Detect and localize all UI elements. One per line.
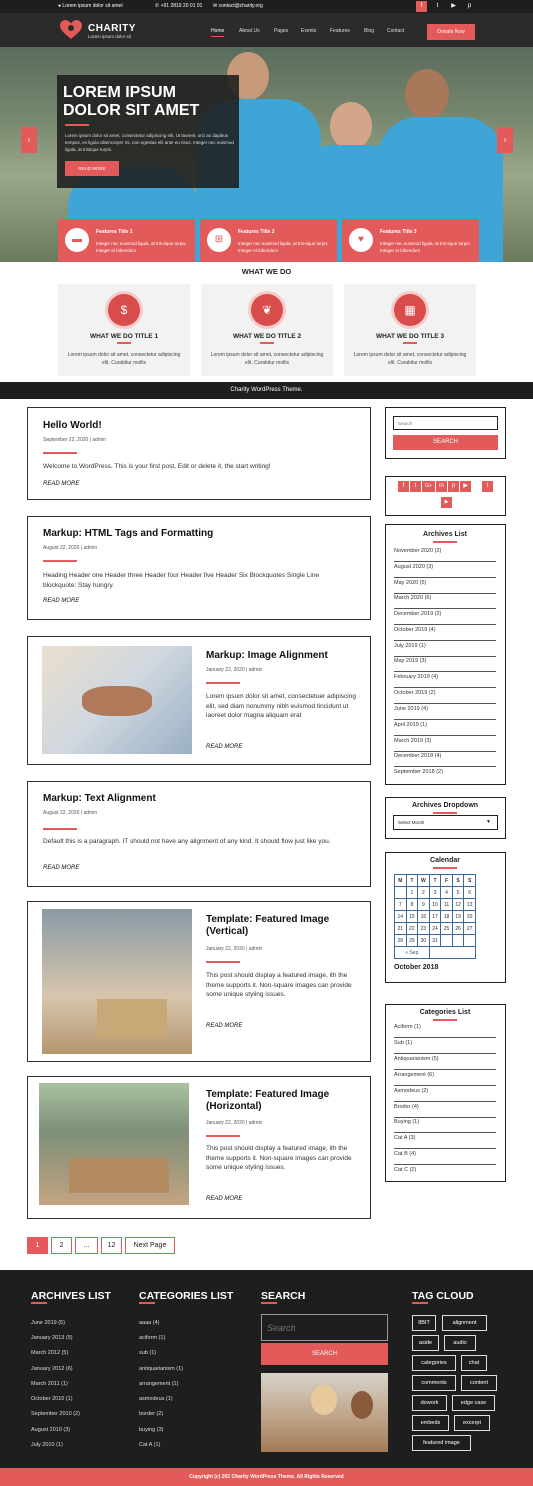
social-icons (398, 481, 494, 511)
caret-down-icon: ▼ (486, 819, 491, 825)
sidebar-search-button[interactable]: SEARCH (393, 435, 498, 450)
post-divider (43, 452, 77, 454)
category-item[interactable]: Broder (4) (394, 1102, 496, 1118)
calendar-icon: ▦ (394, 294, 426, 326)
feature-title: Features Title 3 (380, 229, 417, 235)
category-item[interactable]: Cat A (3) (394, 1133, 496, 1149)
category-item[interactable]: Buying (1) (394, 1117, 496, 1133)
feature-title: Features Title 2 (238, 229, 275, 235)
archive-item[interactable]: May 2019 (3) (394, 656, 496, 672)
footer-search-button[interactable]: SEARCH (261, 1343, 388, 1365)
archives-month-select[interactable] (393, 815, 498, 830)
post-divider (43, 560, 77, 562)
calendar-day: 25 (441, 923, 453, 935)
calendar-day: 1 (406, 887, 418, 899)
calendar-day: 13 (464, 899, 476, 911)
footer-category-item[interactable]: antiquarianism (1) (139, 1366, 184, 1372)
sidebar-search-input[interactable] (393, 416, 498, 430)
archive-item[interactable]: October 2019 (4) (394, 625, 496, 641)
weekday-header: S (464, 875, 476, 887)
widget-divider (433, 867, 457, 869)
calendar-table (394, 874, 476, 959)
calendar-day: 11 (441, 899, 453, 911)
post-meta: January 22, 2020 | admin (206, 1120, 263, 1126)
widget-title: Archives List (423, 531, 467, 538)
footer-archive-item[interactable]: October 2010 (1) (31, 1396, 73, 1402)
archive-item[interactable]: March 2019 (3) (394, 736, 496, 752)
footer-archive-item[interactable]: June 2019 (5) (31, 1320, 65, 1326)
theme-band: Charity WordPress Theme. (0, 382, 533, 399)
calendar-day: 9 (418, 899, 430, 911)
footer-search-title: SEARCH (261, 1290, 306, 1302)
post-card (27, 407, 371, 500)
hero-text: Lorem ipsum dolor sit amet, consectetur adipiscing elit. Ut laoreet, orci ac dapibus tempus, ex ligula ullamcorper mi, non egestas elit ante eu risus. Integer nec euismod ligula, at tristique turpis. (65, 133, 234, 152)
tag-link[interactable]: comments (412, 1375, 456, 1391)
footer-archive-item[interactable]: March 2011 (1) (31, 1381, 68, 1387)
tag-link[interactable]: chat (461, 1355, 487, 1371)
calendar-day: 2 (418, 887, 430, 899)
donate-button[interactable]: Donate Now (427, 24, 475, 40)
pinterest-icon[interactable]: p (467, 3, 472, 9)
calendar-day: 20 (464, 911, 476, 923)
widget-title: Categories List (419, 1009, 471, 1016)
page-12-button[interactable]: 12 (101, 1237, 122, 1254)
calendar-day: 26 (452, 923, 464, 935)
post-card (27, 781, 371, 887)
hero-read-more-button[interactable]: READ MORE (65, 161, 119, 176)
tag-link[interactable]: 8BIT (412, 1315, 436, 1331)
feature-text: Integer nec euismod ligula, at tris-tique turpis. Integer et bibendum (380, 241, 471, 253)
section-title: WHAT WE DO (241, 267, 292, 276)
calendar-prev-link[interactable]: « Sep (395, 947, 430, 959)
calendar-day: 14 (395, 911, 407, 923)
next-page-button[interactable]: Next Page (125, 1237, 175, 1254)
service-title: WHAT WE DO TITLE 1 (89, 333, 159, 340)
service-card-3[interactable] (344, 284, 476, 376)
footer-category-item[interactable]: aciform (1) (139, 1335, 166, 1341)
archive-item[interactable]: May 2020 (5) (394, 578, 496, 594)
calendar-day (395, 887, 407, 899)
footer-archive-item[interactable]: January 2013 (5) (31, 1335, 73, 1341)
post-divider (206, 1135, 240, 1137)
post-title[interactable]: Markup: Image Alignment (206, 650, 328, 661)
person-head (330, 102, 372, 150)
read-more-link[interactable]: READ MORE (206, 1023, 243, 1029)
weekday-header: S (452, 875, 464, 887)
divider (117, 342, 131, 344)
category-item[interactable]: Arrangement (6) (394, 1070, 496, 1086)
calendar-day: 6 (464, 887, 476, 899)
google-plus-icon[interactable]: G+ (422, 481, 435, 492)
service-text: Lorem ipsum dolor sit amet, consectetur adipiscing elit. Curabitur mollis (210, 352, 324, 366)
footer-category-item[interactable]: Cat A (1) (139, 1442, 161, 1448)
archive-item[interactable]: October 2019 (2) (394, 688, 496, 704)
post-divider (206, 682, 240, 684)
category-item[interactable]: Sub (1) (394, 1038, 496, 1054)
post-excerpt: Welcome to WordPress. This is your first post, Edit or delete it, the start writing! (43, 463, 271, 470)
calendar-day: 10 (429, 899, 441, 911)
brand-tagline: Lorem ipsum dolor sit (88, 34, 132, 39)
calendar-empty (429, 947, 475, 959)
widget-title: Calendar (430, 857, 460, 864)
calendar-day: 5 (452, 887, 464, 899)
archive-item[interactable]: September 2018 (2) (394, 769, 443, 775)
copyright-bar: Copyright (c) 202 Charity WordPress Theme. All Rights Reserved (0, 1468, 533, 1486)
archive-item[interactable]: August 2020 (3) (394, 562, 496, 578)
post-meta: January 22, 2020 | admin (206, 946, 263, 952)
footer-archive-item[interactable]: July 2010 (1) (31, 1442, 63, 1448)
person-head (405, 69, 449, 119)
feature-title: Features Title 1 (96, 229, 133, 235)
weekday-header: W (418, 875, 430, 887)
feature-card-3[interactable] (342, 219, 479, 262)
weekday-header: T (406, 875, 418, 887)
post-thumbnail[interactable] (39, 1083, 189, 1205)
hero-divider (65, 124, 89, 126)
nav-pages[interactable]: Pages (274, 28, 289, 34)
post-excerpt: This post should display a featured image, ith the theme supports it. Non-square images can provide some unique styling issues. (206, 972, 352, 998)
hand-heart-icon: $ (108, 294, 140, 326)
service-card-1[interactable] (58, 284, 190, 376)
tag-link[interactable]: alignment (442, 1315, 487, 1331)
widget-divider (433, 1019, 457, 1021)
wallet-icon: ▬ (65, 228, 89, 252)
nav-about[interactable]: About Us (239, 28, 260, 34)
archive-item[interactable]: November 2020 (2) (394, 546, 496, 562)
footer-archives-title: ARCHIVES LIST (31, 1290, 111, 1302)
weekday-header: M (395, 875, 407, 887)
calendar-day: 19 (452, 911, 464, 923)
divider (260, 342, 274, 344)
calendar-day (441, 935, 453, 947)
read-more-link[interactable]: READ MORE (43, 598, 80, 604)
post-thumbnail[interactable] (42, 646, 192, 754)
youtube-icon[interactable]: ▶ (460, 481, 471, 492)
post-divider (206, 961, 240, 963)
category-item[interactable]: Aciform (1) (394, 1022, 496, 1038)
page-ellipsis: ... (75, 1237, 98, 1254)
top-bar (0, 0, 533, 13)
footer-tags-title: TAG CLOUD (412, 1290, 474, 1302)
footer-category-item[interactable]: sub (1) (139, 1350, 157, 1356)
calendar-day: 18 (441, 911, 453, 923)
footer-archive-item[interactable]: March 2012 (5) (31, 1350, 69, 1356)
nav-events[interactable]: Events (301, 28, 317, 34)
nav-contact[interactable]: Contact (387, 28, 405, 34)
tumblr-icon[interactable]: t (482, 481, 493, 492)
footer-image (261, 1373, 388, 1452)
read-more-link[interactable]: READ MORE (43, 865, 80, 871)
archive-item[interactable]: February 2019 (4) (394, 672, 496, 688)
calendar-day: 30 (418, 935, 430, 947)
phone-text: ✆ +91 2819 20 01 91 (155, 3, 203, 9)
calendar-day: 31 (429, 935, 441, 947)
calendar-day: 28 (395, 935, 407, 947)
twitter-icon[interactable]: t (410, 481, 421, 492)
hero-title: LOREM IPSUM DOLOR SIT AMET (63, 84, 200, 119)
nav-blog[interactable]: Blog (364, 28, 375, 34)
calendar-day: 4 (441, 887, 453, 899)
post-card (27, 516, 371, 620)
post-meta: January 22, 2020 | admin (206, 667, 263, 673)
archive-item[interactable]: March 2020 (6) (394, 593, 496, 609)
gift-icon: ⊞ (207, 228, 231, 252)
nav-home[interactable]: Home (211, 28, 224, 37)
calendar-day: 22 (406, 923, 418, 935)
heart-logo-icon[interactable] (60, 20, 82, 40)
archive-item[interactable]: December 2018 (4) (394, 751, 496, 767)
tag-link[interactable]: featured image (412, 1435, 471, 1451)
footer-category-item[interactable]: border (2) (139, 1411, 164, 1417)
page-2-button[interactable]: 2 (51, 1237, 72, 1254)
linkedin-icon[interactable]: in (436, 481, 447, 492)
post-card (27, 901, 371, 1062)
pinterest-icon[interactable]: p (448, 481, 459, 492)
calendar-day (464, 935, 476, 947)
post-excerpt: Heading Header one Header three Header four Header five Header Six Blockquotes Single Line blockquote: Stay hungry. (43, 572, 320, 589)
post-divider (43, 828, 77, 830)
page-1-button[interactable]: 1 (27, 1237, 48, 1254)
feature-text: Integer nec euismod ligula, at tris-tique turpis. Integer et bibendum (96, 241, 187, 253)
service-text: Lorem ipsum dolor sit amet, consectetur adipiscing elit. Curabitur mollis (353, 352, 467, 366)
twitter-icon[interactable]: t (436, 3, 439, 9)
calendar-day (452, 935, 464, 947)
tag-link[interactable]: content (461, 1375, 497, 1391)
calendar-day: 23 (418, 923, 430, 935)
footer-divider (31, 1302, 47, 1304)
post-title[interactable]: Hello World! (43, 420, 102, 431)
post-meta: August 22, 2020 | admin (43, 545, 98, 551)
post-title[interactable]: Template: Featured Image (Vertical) (206, 914, 330, 937)
post-title[interactable]: Template: Featured Image (Horizontal) (206, 1089, 330, 1112)
email-link[interactable]: ✉ contact@charity.org (213, 3, 263, 9)
footer-divider (412, 1302, 428, 1304)
calendar-day: 3 (429, 887, 441, 899)
archive-item[interactable]: April 2019 (1) (394, 720, 496, 736)
heartbeat-icon: ♥ (349, 228, 373, 252)
category-item[interactable]: Cat C (2) (394, 1167, 417, 1173)
post-meta: September 22, 2020 | admin (43, 437, 107, 443)
calendar-caption: October 2018 (394, 964, 439, 971)
select-value: Select Month (398, 820, 425, 825)
tag-link[interactable]: excerpt (454, 1415, 490, 1431)
divider (403, 342, 417, 344)
widget-divider (433, 541, 457, 543)
archive-item[interactable]: June 2019 (4) (394, 704, 496, 720)
footer-archive-item[interactable]: January 2012 (6) (31, 1366, 73, 1372)
post-meta: August 22, 2020 | admin (43, 810, 98, 816)
footer-archive-item[interactable]: September 2010 (2) (31, 1411, 80, 1417)
post-thumbnail[interactable] (42, 909, 192, 1054)
footer-divider (261, 1302, 277, 1304)
footer-categories-title: CATEGORIES LIST (139, 1290, 234, 1302)
post-excerpt: This post should display a featured image, ith the theme supports it. Non-square images can provide some unique styling issues. (206, 1145, 352, 1171)
tag-link[interactable]: embeds (412, 1415, 449, 1431)
read-more-link[interactable]: READ MORE (206, 744, 243, 750)
youtube-icon[interactable]: ▶ (451, 3, 456, 9)
feature-text: Integer nec euismod ligula, at tris-tique turpis. Integer et bibendum (238, 241, 329, 253)
footer-divider (139, 1302, 155, 1304)
weekday-header: T (429, 875, 441, 887)
nav-features[interactable]: Features (330, 28, 350, 34)
read-more-link[interactable]: READ MORE (43, 481, 80, 487)
calendar-day: 12 (452, 899, 464, 911)
tag-link[interactable]: dowork (412, 1395, 447, 1411)
feature-card-2[interactable] (200, 219, 337, 262)
widget-title: Archives Dropdown (411, 802, 479, 809)
facebook-icon[interactable]: f (398, 481, 409, 492)
footer-category-item[interactable]: arrangement (1) (139, 1381, 179, 1387)
post-card (27, 636, 371, 765)
tag-link[interactable]: aside (412, 1335, 439, 1351)
tag-link[interactable]: audio (444, 1335, 476, 1351)
category-item[interactable]: Asmodeus (2) (394, 1086, 496, 1102)
calendar-day: 21 (395, 923, 407, 935)
category-item[interactable]: Cat B (4) (394, 1149, 496, 1165)
post-title[interactable]: Markup: Text Alignment (43, 793, 156, 804)
tag-link[interactable]: edge case (452, 1395, 495, 1411)
calendar-day: 27 (464, 923, 476, 935)
read-more-link[interactable]: READ MORE (206, 1196, 243, 1202)
footer-search-input[interactable] (261, 1314, 388, 1341)
category-item[interactable]: Antiquarianism (5) (394, 1054, 496, 1070)
footer-category-item[interactable]: asmodeus (1) (139, 1396, 173, 1402)
calendar-day: 15 (406, 911, 418, 923)
post-excerpt: Lorem ipsum dolor sit amet, consectetuer adipiscing elit, sed diam nonummy nibh euismod tincidunt ut laoreet dolor magna aliquam erat (206, 693, 356, 719)
footer-category-item[interactable]: buying (3) (139, 1427, 164, 1433)
widget-divider (433, 812, 457, 814)
tag-link[interactable]: categories (412, 1355, 456, 1371)
archive-item[interactable]: July 2019 (1) (394, 641, 496, 657)
post-title[interactable]: Markup: HTML Tags and Formatting (43, 528, 214, 539)
facebook-icon[interactable]: f (416, 1, 427, 12)
service-title: WHAT WE DO TITLE 2 (232, 333, 302, 340)
calendar-day: 24 (429, 923, 441, 935)
post-excerpt: Default this is a paragraph. IT should not have any alignment of any kind. It should flow just like you. (43, 838, 331, 845)
slider-prev-button[interactable]: ‹ (21, 127, 37, 153)
search-widget (385, 407, 506, 459)
calendar-day: 8 (406, 899, 418, 911)
calendar-day: 16 (418, 911, 430, 923)
service-card-2[interactable] (201, 284, 333, 376)
brand-name[interactable]: CHARITY (88, 23, 136, 34)
service-title: WHAT WE DO TITLE 3 (375, 333, 445, 340)
slider-next-button[interactable]: › (497, 127, 513, 153)
footer-archive-item[interactable]: August 2010 (3) (31, 1427, 71, 1433)
footer-category-item[interactable]: aaaa (4) (139, 1320, 160, 1326)
post-card (27, 1076, 371, 1219)
service-text: Lorem ipsum dolor sit amet, consectetur adipiscing elit. Curabitur mollis (67, 352, 181, 366)
address-text: ● Lorem ipsum dolor sit amet (58, 3, 123, 9)
calendar-day: 7 (395, 899, 407, 911)
calendar-day: 17 (429, 911, 441, 923)
feature-card-1[interactable] (58, 219, 195, 262)
video-icon[interactable]: ▶ (441, 497, 452, 508)
archive-item[interactable]: December 2019 (2) (394, 609, 496, 625)
weekday-header: F (441, 875, 453, 887)
calendar-day: 29 (406, 935, 418, 947)
ribbon-icon: ❦ (251, 294, 283, 326)
